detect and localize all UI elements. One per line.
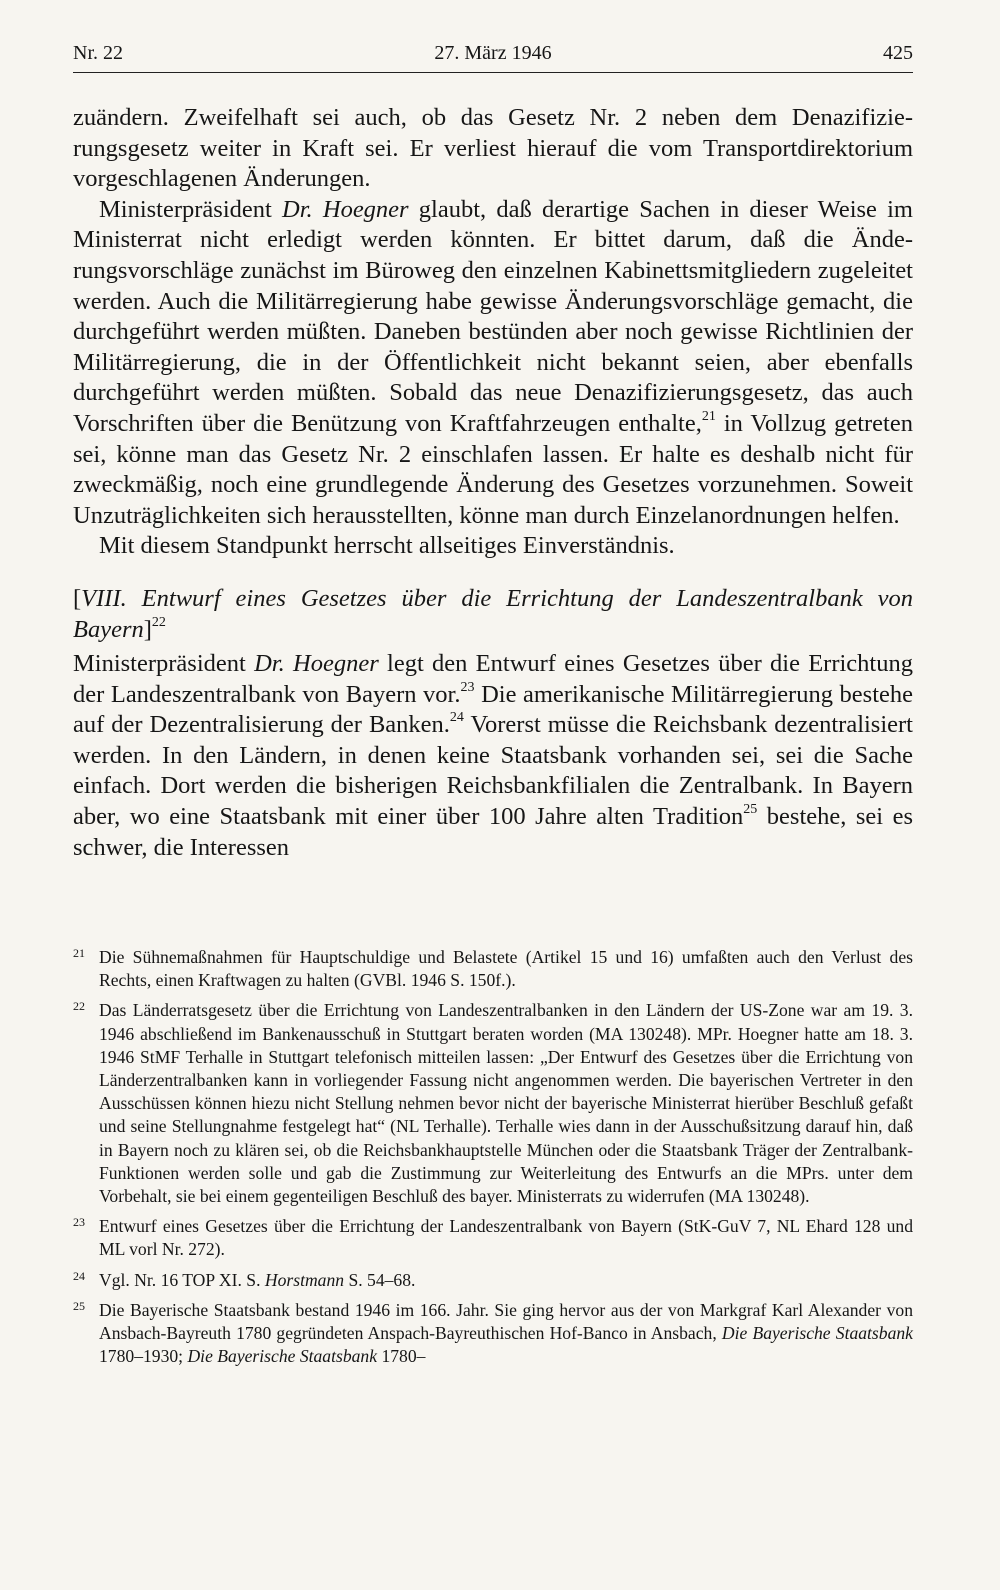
heading-bracket-close: ] <box>143 615 152 643</box>
paragraph-consensus: Mit diesem Standpunkt herrscht allseitiges Einverständnis. <box>99 532 675 560</box>
footnote-text: Entwurf eines Gesetzes über die Errichtung der Landeszentralbank von Bayern (StK-GuV 7, NL Ehard 128 und ML vorl Nr. 272). <box>99 1216 913 1260</box>
running-header <box>73 38 913 73</box>
paragraph-intro: Ministerpräsident <box>73 650 255 678</box>
publication-title: Die Bayerische Staatsbank <box>187 1346 378 1367</box>
paragraph-text-cont: in Vollzug getreten sei, könne man das Gesetz Nr. 2 einschlafen lassen. Er halte es deshalb nicht für zweckmäßig, noch eine grundlegende Änderung des Gesetzes vorzunehmen. Soweit Unzuträglichkeiten sich herausstellten, könne man durch Einzelanordnungen helfen. <box>73 409 913 529</box>
footnote-number: 23 <box>73 1215 85 1230</box>
paragraph-text: glaubt, daß derartige Sachen in dieser Weise im Ministerrat nicht erledigt werden könnten. Er bittet darum, daß die Änderungsvorschläge zunächst im Büroweg den einzelnen Kabinettsmitgliedern zugeleitet werden. Auch die Militärregierung habe gewisse Änderungsvorschläge gemacht, die durchgeführt werden müßten. Daneben bestünden aber noch gewisse Richtlinien der Militärregierung, die in der Öffentlichkeit nicht bekannt seien, aber ebenfalls durchgeführt werden müßten. Sobald das neue Denazifizierungsgesetz, das auch Vorschriften über die Benützung von Kraftfahrzeugen enthalte, <box>73 195 913 437</box>
footnote-24 <box>73 1269 913 1292</box>
paragraph-hoegner-statement <box>73 195 913 532</box>
footnote-number: 21 <box>73 946 85 960</box>
footnote-ref-24[interactable]: 24 <box>449 710 464 726</box>
footnote-ref-22[interactable]: 22 <box>151 614 166 630</box>
footnote-21 <box>73 946 913 992</box>
paragraph-text-cont: Vorerst müsse die Reichsbank dezentralisiert werden. In den Ländern, in denen keine Staatsbank vorhanden sei, sei die Sache einfach. Dort werden die bisherigen Reichsbankfilialen die Zentralbank. In Bayern aber, wo eine Staatsbank mit einer über 100 Jahre alten Tradition <box>73 711 913 831</box>
footnote-text: Die Bayerische Staatsbank bestand 1946 im 166. Jahr. Sie ging hervor aus der von Markgraf Karl Alexander von Ansbach-Bayreuth 1780 gegründeten Anspach-Bayreuthischen Hof-Banco in Ansbach, <box>99 1299 913 1344</box>
footnote-text-cont: 1780– <box>377 1346 426 1367</box>
main-text <box>73 103 913 863</box>
footnote-text: Die Sühnemaßnahmen für Hauptschuldige und Belastete (Artikel 15 und 16) umfaßten auch den Verlust des Rechts, einen Kraftwagen zu halten (GVBl. 1946 S. 150f.). <box>99 947 913 991</box>
heading-bracket-open: [ <box>73 584 82 612</box>
paragraph-continued: zuändern. Zweifelhaft sei auch, ob das Gesetz Nr. 2 neben dem Denazifizierungsgesetz weiter in Kraft sei. Er verliest hierauf die vom Transportdirektorium vorgeschlagenen Änderungen. <box>73 104 913 193</box>
footnote-ref-21[interactable]: 21 <box>701 408 716 424</box>
paragraph-text-cont: bestehe, sei es schwer, die Interessen <box>73 803 913 861</box>
paragraph-intro: Ministerpräsident <box>99 195 283 223</box>
footnote-number: 22 <box>73 999 85 1014</box>
author-name: Horstmann <box>264 1269 345 1290</box>
footnote-number: 24 <box>73 1268 85 1283</box>
footnote-23 <box>73 1215 913 1261</box>
footnote-text: Das Länderratsgesetz über die Errichtung von Landeszentralbanken in den Ländern der US-Zone war am 19. 3. 1946 abschließend im Bankenausschuß in Stuttgart beraten worden (MA 130248). MPr. Hoegner hatte am 18. 3. 1946 StMF Terhalle in Stuttgart telefonisch mitteilen lassen: „Der Entwurf des Gesetzes über die Errichtung von Länderzentralbanken kann in vorliegender Fassung nicht angenommen werden. Die bayerischen Vertreter in den Ausschüssen können hiezu nicht Stellung nehmen bevor nicht der bayerische Ministerrat hierüber Beschluß gefaßt und seine Stellungnahme festgelegt hat“ (NL Terhalle). Terhalle wies dann in der Ausschußsitzung darauf hin, daß in Bayern noch zu klären sei, ob die Reichsbankhauptstelle München oder die Staatsbank Träger der Zentralbank-Funktionen werden solle und gab die Zustimmung zur Weiterleitung des Entwurfs an die MPrs. unter dem Vorbehalt, sie bei einem gegenteiligen Beschluß des bayer. Ministerrats zu widerrufen (MA 130248). <box>99 1000 913 1207</box>
footnote-ref-23[interactable]: 23 <box>460 679 475 695</box>
section-heading <box>73 584 913 645</box>
heading-text: VIII. Entwurf eines Gesetzes über die Errichtung der Landeszentralbank von Bayern <box>73 584 913 643</box>
paragraph-text-cont: Die amerikanische Militärregierung bestehe auf der Dezentralisierung der Banken. <box>73 680 913 739</box>
person-name: Dr. Hoegner <box>254 650 379 678</box>
page-number: 425 <box>883 42 913 64</box>
footnote-text-cont: 1780–1930; <box>99 1346 188 1367</box>
footnote-text-cont: S. 54–68. <box>344 1269 416 1290</box>
header-date: 27. März 1946 <box>434 42 552 64</box>
footnote-25 <box>73 1299 913 1369</box>
paragraph-landeszentralbank <box>73 649 913 863</box>
footnote-number: 25 <box>73 1298 85 1313</box>
footnote-ref-25[interactable]: 25 <box>743 802 758 818</box>
publication-title: Die Bayerische Staatsbank <box>721 1323 913 1344</box>
paragraph-text: legt den Entwurf eines Gesetzes über die Errichtung der Landeszentralbank von Bayern vor. <box>73 650 913 708</box>
header-issue-number: Nr. 22 <box>73 42 123 64</box>
footnote-22 <box>73 999 913 1208</box>
footnotes <box>73 946 913 1375</box>
footnote-text: Vgl. Nr. 16 TOP XI. S. <box>99 1269 265 1290</box>
person-name: Dr. Hoegner <box>282 195 409 223</box>
